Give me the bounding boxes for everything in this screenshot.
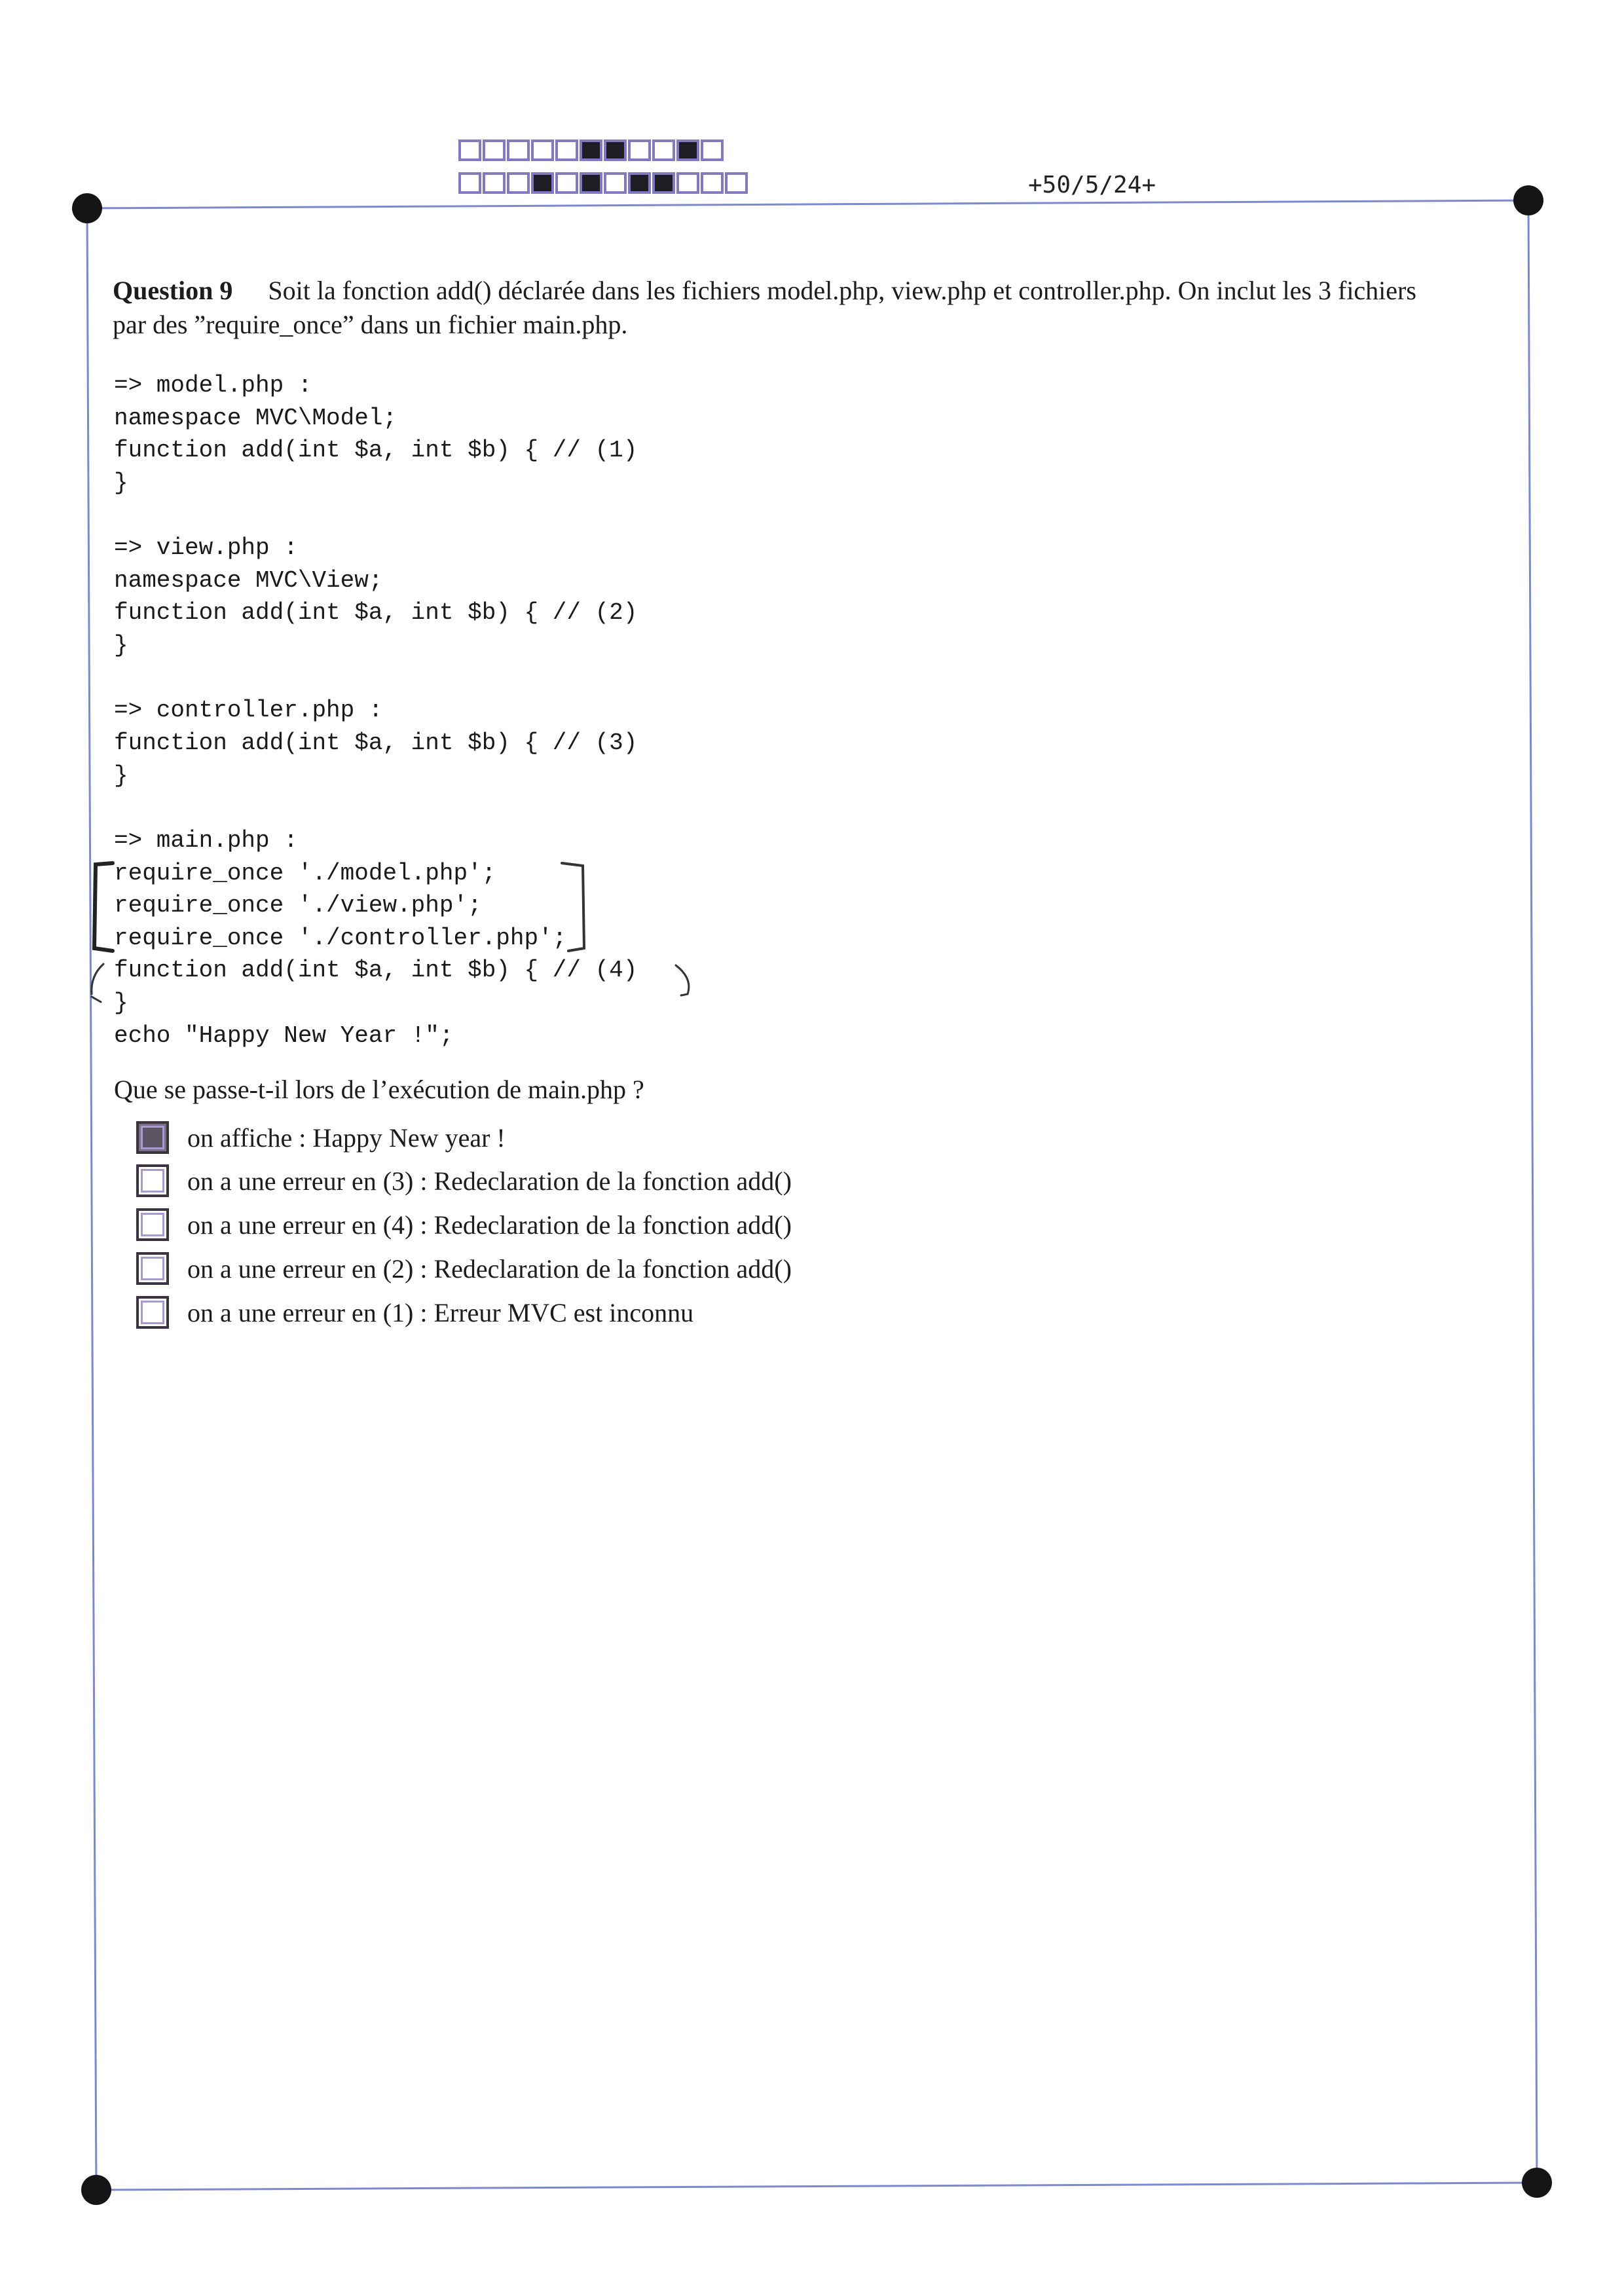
answer-label: on affiche : Happy New year ! — [187, 1122, 506, 1153]
question-label: Question 9 — [113, 276, 233, 305]
answer-checkbox[interactable] — [136, 1208, 169, 1241]
code-line: } — [114, 632, 128, 659]
question-prompt: Que se passe-t-il lors de l’exécution de main.php ? — [114, 1075, 644, 1104]
answer-option — [136, 1208, 792, 1241]
answer-label: on a une erreur en (2) : Redeclaration de la fonction add() — [187, 1253, 792, 1284]
answer-checkbox[interactable] — [136, 1296, 169, 1329]
answer-option — [136, 1252, 792, 1285]
code-line: echo "Happy New Year !"; — [114, 1022, 454, 1049]
answer-option — [136, 1296, 693, 1329]
code-line: function add(int $a, int $b) { // (4) — [114, 957, 638, 984]
answer-option — [136, 1164, 792, 1197]
code-line: require_once './view.php'; — [114, 892, 482, 919]
corner-mark-bottom-left — [81, 2175, 111, 2205]
answer-label: on a une erreur en (1) : Erreur MVC est inconnu — [187, 1297, 694, 1327]
code-line: } — [114, 762, 128, 789]
answer-label: on a une erreur en (3) : Redeclaration de la fonction add() — [187, 1166, 792, 1196]
answer-checkbox[interactable] — [136, 1164, 169, 1197]
answer-checkbox[interactable] — [136, 1252, 169, 1285]
code-line: } — [114, 470, 128, 496]
corner-mark-bottom-right — [1522, 2168, 1552, 2198]
code-line: function add(int $a, int $b) { // (2) — [114, 599, 638, 626]
code-line: namespace MVC\Model; — [114, 405, 397, 432]
code-line: require_once './controller.php'; — [114, 925, 567, 952]
code-line: require_once './model.php'; — [114, 860, 496, 887]
code-line: => controller.php : — [114, 697, 383, 724]
corner-mark-top-right — [1513, 185, 1543, 215]
answer-label: on a une erreur en (4) : Redeclaration de la fonction add() — [187, 1210, 792, 1240]
code-line: function add(int $a, int $b) { // (1) — [114, 437, 638, 464]
answer-option — [136, 1121, 506, 1154]
corner-mark-top-left — [72, 193, 102, 223]
code-line: function add(int $a, int $b) { // (3) — [114, 730, 638, 756]
question-statement-line-1 — [113, 275, 1416, 306]
code-line: => main.php : — [114, 827, 298, 854]
code-line: namespace MVC\View; — [114, 567, 383, 594]
page-id: +50/5/24+ — [1028, 172, 1156, 198]
code-line: } — [114, 990, 128, 1016]
code-line: => view.php : — [114, 534, 298, 561]
question-statement-line-2: par des ”require_once” dans un fichier main.php. — [113, 310, 628, 339]
code-line: => model.php : — [114, 372, 312, 399]
answer-checkbox[interactable] — [136, 1121, 169, 1154]
question-text: Soit la fonction add() déclarée dans les fichiers model.php, view.php et controller.php. On inclut les 3 fichiers — [268, 276, 1416, 305]
